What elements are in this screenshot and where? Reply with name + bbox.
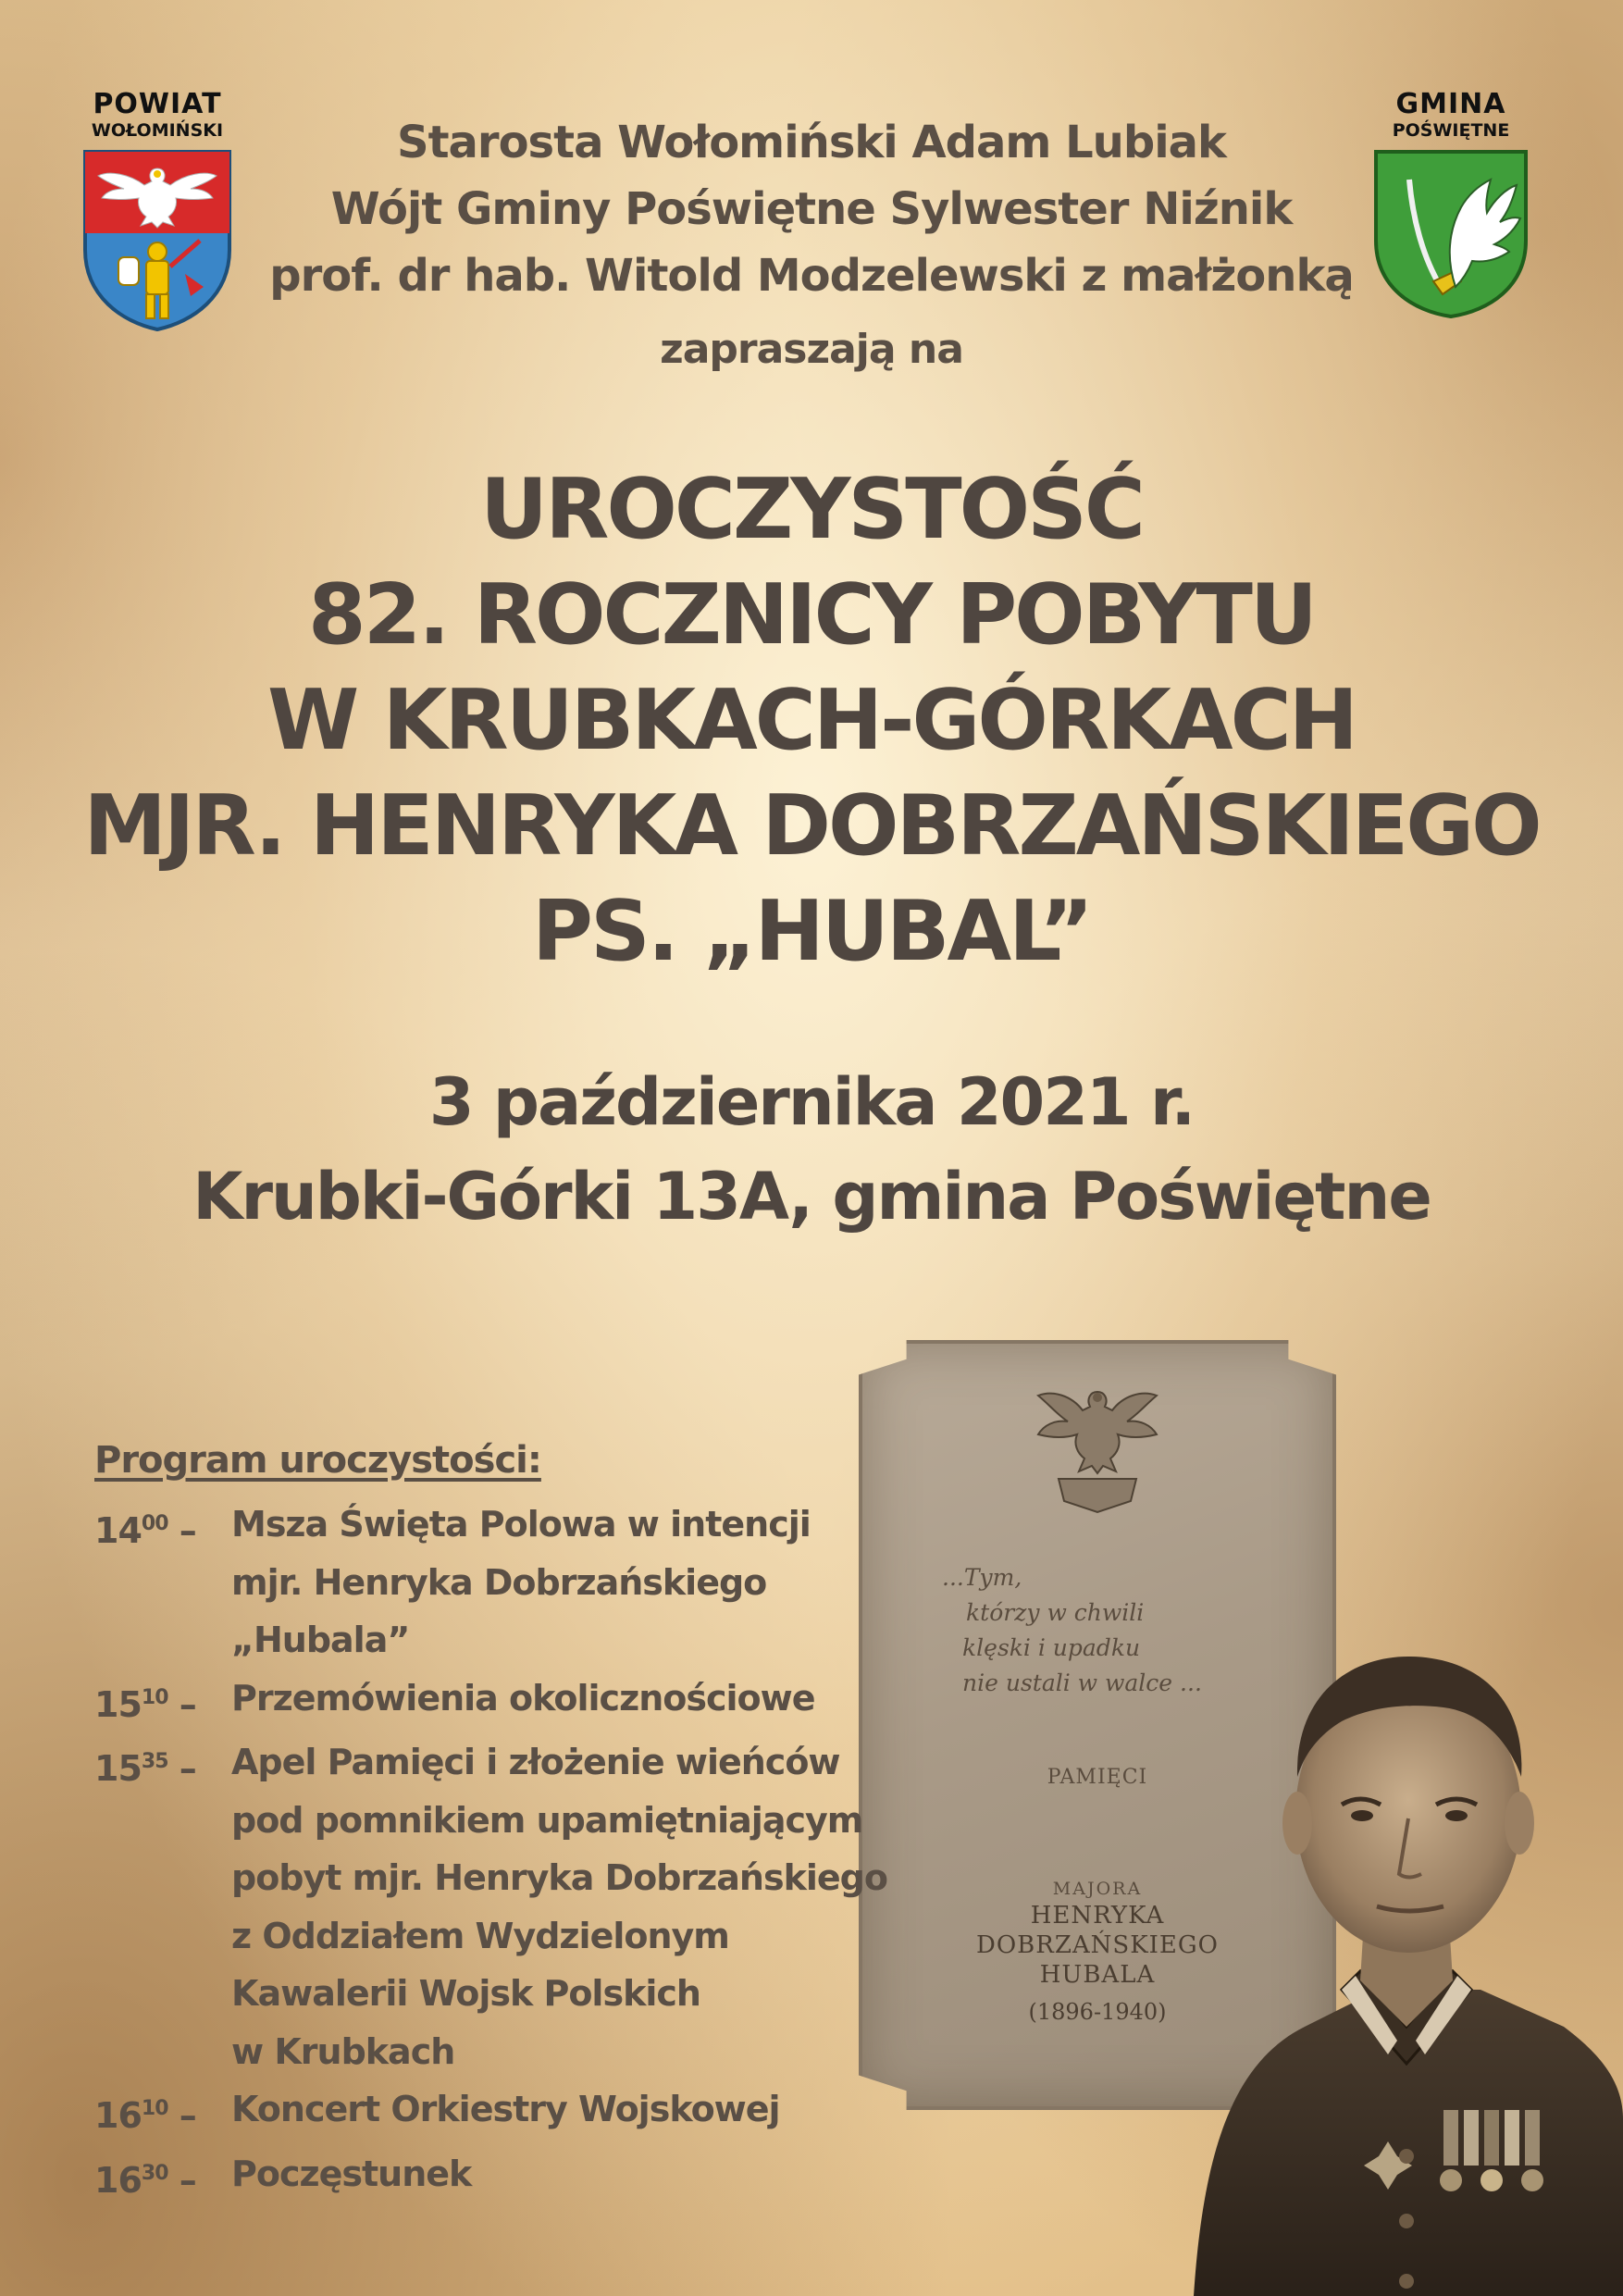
portrait-photo xyxy=(1166,1508,1623,2296)
title-line: 82. ROCZNICY POBYTU xyxy=(307,566,1316,664)
event-when xyxy=(0,1055,1623,1244)
hosts-block xyxy=(241,109,1382,309)
title-line: UROCZYSTOŚĆ xyxy=(480,461,1143,558)
program-item xyxy=(94,1669,890,1734)
quote-line: ...Tym, xyxy=(942,1564,1022,1591)
program-time xyxy=(94,1669,231,1734)
gmina-label: GMINA xyxy=(1395,88,1506,120)
description-line: Poczęstunek xyxy=(231,2153,472,2194)
time-dash: – xyxy=(179,2095,196,2136)
program-time xyxy=(94,2080,231,2145)
plaque-name-line: DOBRZAŃSKIEGO xyxy=(975,1931,1219,1959)
program-heading: Program uroczystości: xyxy=(94,1439,541,1482)
description-line: Apel Pamięci i złożenie wieńców xyxy=(231,1742,840,1782)
time-hour: 16 xyxy=(94,2095,142,2136)
description-line: Przemówienia okolicznościowe xyxy=(231,1677,815,1719)
host-line: prof. dr hab. Witold Modzelewski z małżonką xyxy=(269,250,1354,302)
time-minutes: 00 xyxy=(141,1512,168,1535)
description-line: Koncert Orkiestry Wojskowej xyxy=(231,2089,780,2129)
plaque-majora: MAJORA xyxy=(1052,1879,1143,1899)
time-hour: 16 xyxy=(94,2159,142,2201)
description-line: mjr. Henryka Dobrzańskiego xyxy=(231,1561,767,1603)
gmina-poswietne-coat-of-arms-icon xyxy=(1372,148,1530,320)
program-item xyxy=(94,1496,890,1669)
plaque-name-line: HUBALA xyxy=(1039,1961,1156,1989)
description-line: „Hubala” xyxy=(231,1620,410,1660)
program-description xyxy=(231,1669,890,1734)
program-time xyxy=(94,2145,231,2210)
time-dash: – xyxy=(179,1748,196,1789)
program-description xyxy=(231,1496,890,1669)
program-description xyxy=(231,1733,890,2080)
event-title xyxy=(0,457,1623,985)
time-minutes: 10 xyxy=(141,1685,168,1709)
program-time xyxy=(94,1496,231,1669)
title-line: MJR. HENRYKA DOBRZAŃSKIEGO xyxy=(83,777,1540,875)
time-hour: 15 xyxy=(94,1683,142,1725)
time-hour: 14 xyxy=(94,1510,142,1551)
program-block xyxy=(94,1434,890,2209)
event-place: Krubki-Górki 13A, gmina Poświętne xyxy=(192,1159,1431,1235)
host-line: Starosta Wołomiński Adam Lubiak xyxy=(397,117,1226,168)
program-item xyxy=(94,2145,890,2210)
program-item xyxy=(94,1733,890,2080)
description-line: Msza Święta Polowa w intencji xyxy=(231,1504,811,1545)
gmina-crest xyxy=(1368,89,1534,320)
time-hour: 15 xyxy=(94,1748,142,1789)
title-line: W KRUBKACH-GÓRKACH xyxy=(267,672,1356,769)
powiat-label: POWIAT xyxy=(93,88,222,120)
title-line: PS. „HUBAL” xyxy=(531,883,1092,980)
invite-text: zapraszają na xyxy=(660,326,963,373)
powiat-sublabel: WOŁOMIŃSKI xyxy=(91,120,224,141)
description-line: Kawalerii Wojsk Polskich xyxy=(231,1973,700,2014)
time-minutes: 10 xyxy=(141,2097,168,2120)
time-dash: – xyxy=(179,1683,196,1725)
time-minutes: 30 xyxy=(141,2161,168,2185)
description-line: pobyt mjr. Henryka Dobrzańskiego xyxy=(231,1857,887,1898)
polish-eagle-icon xyxy=(1031,1383,1164,1521)
description-line: z Oddziałem Wydzielonym xyxy=(231,1915,729,1956)
quote-line: nie ustali w walce ... xyxy=(962,1669,1202,1696)
description-line: w Krubkach xyxy=(231,2030,455,2072)
program-time xyxy=(94,1733,231,2080)
powiat-wolominski-coat-of-arms-icon xyxy=(81,148,233,333)
plaque-name-line: HENRYKA xyxy=(1030,1902,1165,1930)
description-line: pod pomnikiem upamiętniającym xyxy=(231,1799,863,1841)
time-minutes: 35 xyxy=(141,1750,168,1773)
gmina-sublabel: POŚWIĘTNE xyxy=(1392,120,1510,141)
program-description xyxy=(231,2145,890,2210)
time-dash: – xyxy=(179,1510,196,1551)
event-date: 3 października 2021 r. xyxy=(428,1064,1195,1140)
host-line: Wójt Gminy Poświętne Sylwester Niźnik xyxy=(330,183,1293,235)
program-item xyxy=(94,2080,890,2145)
quote-line: klęski i upadku xyxy=(962,1634,1141,1661)
time-dash: – xyxy=(179,2159,196,2201)
quote-line: którzy w chwili xyxy=(966,1599,1145,1626)
plaque-dates: (1896-1940) xyxy=(1028,1999,1167,2025)
plaque-pamieci: PAMIĘCI xyxy=(1047,1766,1148,1789)
program-description xyxy=(231,2080,890,2145)
powiat-crest xyxy=(74,89,241,333)
